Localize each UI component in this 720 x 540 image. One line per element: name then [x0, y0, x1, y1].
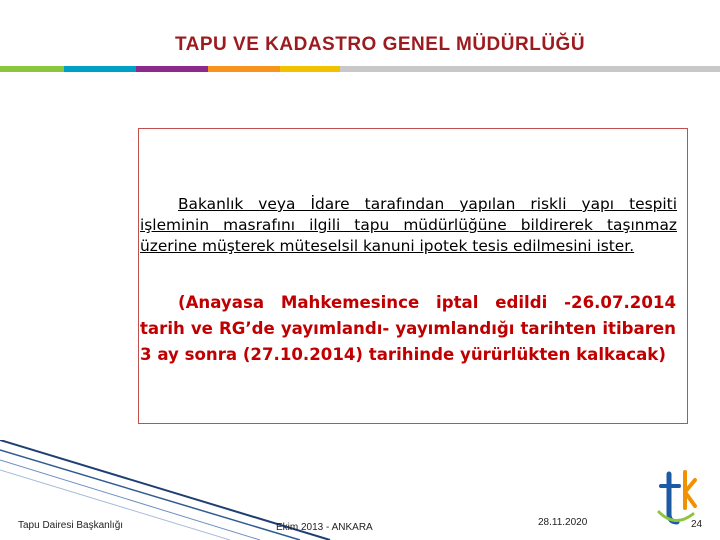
- tkgm-logo-icon: [655, 468, 697, 530]
- stripe-orange: [208, 66, 280, 72]
- stripe-blue: [64, 66, 136, 72]
- footer-date: 28.11.2020: [538, 517, 588, 528]
- footer-location-date: Ekim 2013 - ANKARA: [276, 522, 373, 533]
- stripe-gray: [340, 66, 720, 72]
- stripe-yellow: [280, 66, 340, 72]
- stripe-purple: [136, 66, 208, 72]
- stripe-green: [0, 66, 64, 72]
- slide-title: TAPU VE KADASTRO GENEL MÜDÜRLÜĞÜ: [174, 34, 586, 55]
- regulation-paragraph: Bakanlık veya İdare tarafından yapılan riskli yapı tespiti işleminin masrafını ilgili tapu müdürlüğüne bildirerek taşınmaz üzerine müşterek müteselsil kanuni ipotek tesis edilmesini ister.: [140, 195, 677, 255]
- annulment-note: (Anayasa Mahkemesince iptal edildi -26.07.2014 tarih ve RG’de yayımlandı- yayımlandığı tarihten itibaren 3 ay sonra (27.10.2014) tarihinde yürürlükten kalkacak): [140, 293, 676, 364]
- content-box: [138, 128, 688, 424]
- header-color-stripe: [0, 66, 720, 72]
- page-number: 24: [691, 519, 703, 530]
- footer-department: Tapu Dairesi Başkanlığı: [18, 520, 124, 531]
